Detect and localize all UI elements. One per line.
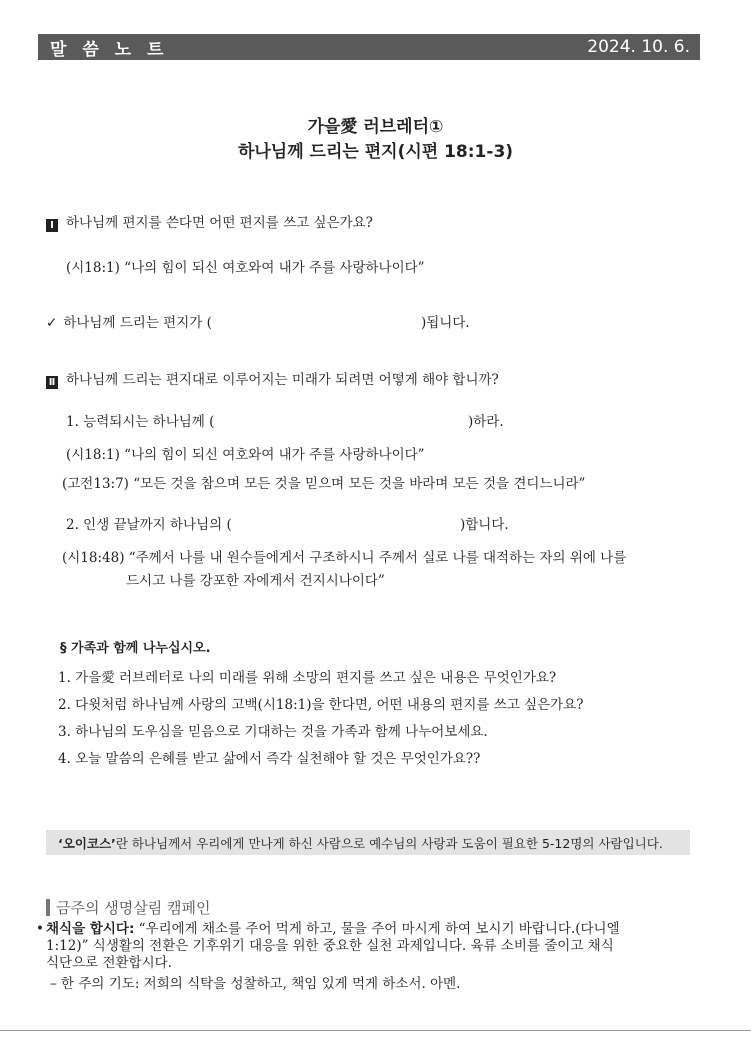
heading-bar — [46, 899, 50, 916]
footer-divider — [0, 1030, 751, 1031]
section1-marker: Ⅰ — [46, 219, 58, 232]
campaign-bold: 채식을 합시다: — [46, 921, 135, 937]
share-item: 3. 하나님의 도우심을 믿음으로 기대하는 것을 가족과 함께 나누어보세요. — [58, 724, 488, 740]
share-item: 4. 오늘 말씀의 은혜를 받고 삶에서 즉각 실천해야 할 것은 무엇인가요?? — [58, 751, 481, 767]
section1-fill-suffix: )됩니다. — [421, 315, 470, 331]
section1-fill-prefix-line — [46, 311, 212, 331]
section1-fill-prefix: 하나님께 드리는 편지가 ( — [63, 315, 212, 331]
section2-item1-verse2: (고전13:7) “모든 것을 참으며 모든 것을 믿으며 모든 것을 바라며 모든 것을 견디느니라” — [62, 476, 586, 492]
section1-question — [46, 211, 373, 232]
campaign-line2: 1:12)” 식생활의 전환은 기후위기 대응을 위한 중요한 실천 과제입니다. 육류 소비를 줄이고 채식 — [46, 938, 614, 954]
campaign-heading — [46, 897, 210, 918]
campaign-paragraph — [36, 921, 696, 972]
header-label: 말 씀 노 트 — [50, 39, 169, 60]
sermon-title: 하나님께 드리는 편지(시편 18:1-3) — [237, 142, 514, 162]
section2-marker: Ⅱ — [46, 376, 58, 389]
section2-item1-prefix: 1. 능력되시는 하나님께 ( — [66, 414, 215, 430]
campaign-prayer: – 한 주의 기도: 저희의 식탁을 성찰하고, 책임 있게 먹게 하소서. 아멘. — [50, 976, 461, 992]
header-date: 2024. 10. 6. — [587, 37, 690, 57]
section2-item2-prefix: 2. 인생 끝날까지 하나님의 ( — [66, 517, 232, 533]
campaign-line3: 식단으로 전환합시다. — [46, 955, 172, 971]
section2-item1-suffix: )하라. — [468, 414, 504, 430]
section2-question-text: 하나님께 드리는 편지대로 이루어지는 미래가 되려면 어떻게 해야 합니까? — [66, 372, 499, 388]
oikos-term: ‘오이코스’ — [58, 835, 116, 851]
campaign-line1 — [46, 921, 696, 938]
section2-item1-verse1: (시18:1) “나의 힘이 되신 여호와여 내가 주를 사랑하나이다” — [66, 447, 425, 463]
section2-question — [46, 368, 499, 389]
share-title: § 가족과 함께 나누십시오. — [60, 641, 211, 656]
share-item: 2. 다윗처럼 하나님께 사랑의 고백(시18:1)을 한다면, 어떤 내용의 편지를 쓰고 싶은가요? — [58, 697, 584, 713]
section1-question-text: 하나님께 편지를 쓴다면 어떤 편지를 쓰고 싶은가요? — [66, 215, 373, 231]
oikos-banner — [46, 830, 690, 855]
section2-item2-verse-line2: 드시고 나를 강포한 자에게서 건지시나이다” — [126, 573, 385, 589]
share-item: 1. 가을愛 러브레터로 나의 미래를 위해 소망의 편지를 쓰고 싶은 내용은 무엇인가요? — [58, 670, 557, 686]
check-icon: ✓ — [46, 315, 58, 331]
section2-item2-verse-line1: (시18:48) “주께서 나를 내 원수들에게서 구조하시니 주께서 실로 나를 대적하는 자의 위에 나를 — [62, 550, 627, 566]
sermon-series-title: 가을愛 러브레터① — [307, 117, 444, 137]
oikos-definition: 란 하나님께서 우리에게 만나게 하신 사람으로 예수님의 사랑과 도움이 필요한 5-12명의 사람입니다. — [115, 835, 663, 851]
campaign-line1-text: “우리에게 채소를 주어 먹게 하고, 물을 주어 마시게 하여 보시기 바랍니다.(다니엘 — [134, 921, 620, 937]
page-header — [38, 34, 700, 60]
section2-item2-suffix: )합니다. — [460, 517, 509, 533]
bullet-icon: • — [36, 921, 44, 937]
section1-verse: (시18:1) “나의 힘이 되신 여호와여 내가 주를 사랑하나이다” — [66, 260, 425, 276]
campaign-title: 금주의 생명살림 캠페인 — [56, 899, 211, 917]
